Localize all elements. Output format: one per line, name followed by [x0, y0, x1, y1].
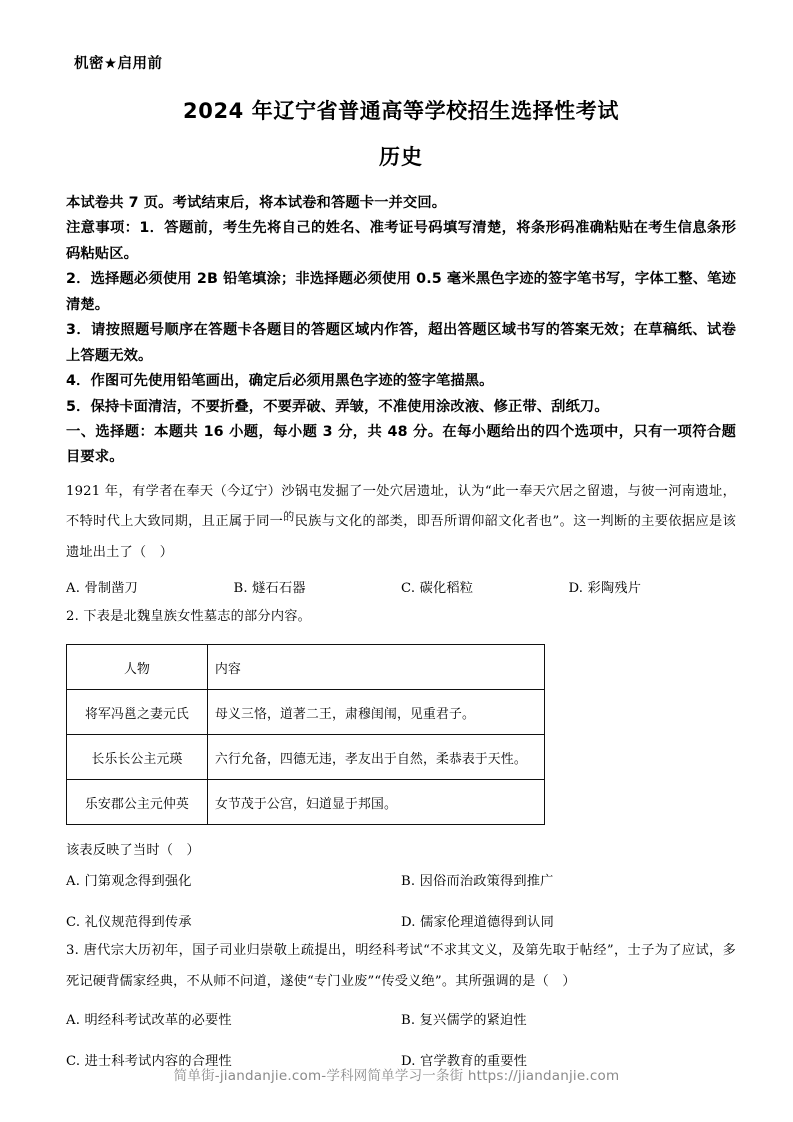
instruction-item-5: 5．保持卡面清洁，不要折叠，不要弄破、弄皱，不准使用涂改液、修正带、刮纸刀。 — [66, 398, 609, 415]
instruction-pages: 本试卷共 7 页。考试结束后，将本试卷和答题卡一并交回。 — [66, 195, 447, 211]
question-1-option-b[interactable]: B. 燧石石器 — [233, 580, 306, 596]
question-2-prompt: 该表反映了当时（ ） — [66, 843, 200, 859]
subject-title: 历史 — [379, 145, 423, 169]
question-3-number: 3. — [66, 943, 79, 959]
section-heading-multiple-choice: 一、选择题：本题共 16 小题，每小题 3 分，共 48 分。在每小题给出的四个选项中，只有一项符合题目要求。 — [66, 423, 736, 466]
question-2-options — [66, 870, 736, 930]
table-cell-content: 女节茂于公宫，妇道显于邦国。 — [208, 780, 545, 825]
table-cell-person: 乐安郡公主元仲英 — [67, 780, 208, 825]
table-row — [67, 780, 545, 825]
question-1-stem-part1: 1921 年，有学者在奉天（今辽宁）沙锅屯发掘了一处穴居遗址，认为“此一奉天穴居之留遗，与彼一河南遗址，不特时代上大致同期，且正属于同一 — [66, 483, 736, 530]
paper-content — [66, 52, 736, 1069]
question-3-stem — [66, 936, 736, 997]
question-1-option-c[interactable]: C. 碳化稻粒 — [401, 580, 474, 596]
table-cell-content: 六行允备，四德无违，孝友出于自然，柔恭表于天性。 — [208, 735, 545, 780]
question-2-option-a[interactable]: A. 门第观念得到强化 — [66, 874, 192, 890]
question-1-stem-superscript: 的 — [283, 510, 295, 524]
question-1-options — [66, 577, 736, 596]
question-3-stem-text: 唐代宗大历初年，国子司业归崇敬上疏提出，明经科考试“不求其文义，及第先取于帖经”，士子为了应试，多死记硬背儒家经典，不从师不问道，遂使“专门业废”“传受义绝”。其所强调的是（ ） — [66, 943, 736, 989]
question-3-options-row-1 — [66, 1009, 736, 1028]
question-1-stem-part2: 民族与文化的部类，即吾所谓仰韶文化者也”。这一判断的主要依据应是该遗址出土了（ ） — [66, 514, 736, 560]
table-cell-person: 将军冯邕之妻元氏 — [67, 690, 208, 735]
question-1-option-d[interactable]: D. 彩陶残片 — [568, 580, 642, 596]
question-2-option-c[interactable]: C. 礼仪规范得到传承 — [66, 915, 192, 931]
instruction-item-2: 2．选择题必须使用 2B 铅笔填涂；非选择题必须使用 0.5 毫米黑色字迹的签字笔书写，字体工整、笔迹清楚。 — [66, 271, 736, 313]
question-2-stem — [66, 602, 736, 632]
instruction-item-4: 4．作图可先使用铅笔画出，确定后必须用黑色字迹的签字笔描黑。 — [66, 373, 494, 390]
question-3-option-b[interactable]: B. 复兴儒学的紧迫性 — [401, 1012, 527, 1028]
question-3-option-a[interactable]: A. 明经科考试改革的必要性 — [66, 1012, 232, 1028]
table-row — [67, 690, 545, 735]
question-3-options — [66, 1009, 736, 1069]
question-2-stem-text: 下表是北魏皇族女性墓志的部分内容。 — [83, 608, 311, 624]
question-2-options-row-2 — [66, 911, 736, 930]
question-2-number: 2. — [66, 608, 79, 624]
question-2-table — [66, 644, 545, 825]
question-2-options-row-1 — [66, 870, 736, 889]
table-cell-content: 母义三恪，道著二王，肃穆闺闱，见重君子。 — [208, 690, 545, 735]
question-3-option-d[interactable]: D. 官学教育的重要性 — [401, 1053, 528, 1069]
exam-instructions — [66, 191, 736, 471]
footer-watermark: 简单街-jiandanjie.com-学科网简单学习一条街 https://jiandanjie.com — [173, 1068, 620, 1084]
table-header-row — [67, 645, 545, 690]
table-row — [67, 735, 545, 780]
question-2-option-b[interactable]: B. 因俗而治政策得到推广 — [401, 874, 554, 890]
question-1-stem — [66, 477, 736, 568]
table-cell-person: 长乐长公主元瑛 — [67, 735, 208, 780]
page-title: 2024 年辽宁省普通高等学校招生选择性考试 — [183, 99, 619, 123]
table-header-person: 人物 — [67, 645, 208, 690]
question-3-option-c[interactable]: C. 进士科考试内容的合理性 — [66, 1053, 232, 1069]
confidential-label: 机密★启用前 — [74, 56, 163, 72]
question-2-option-d[interactable]: D. 儒家伦理道德得到认同 — [401, 915, 554, 931]
instruction-item-1: 注意事项：1．答题前，考生先将自己的姓名、准考证号码填写清楚，将条形码准确粘贴在考生信息条形码粘贴区。 — [66, 220, 736, 262]
instruction-item-3: 3．请按照题号顺序在答题卡各题目的答题区域内作答，超出答题区域书写的答案无效；在草稿纸、试卷上答题无效。 — [66, 322, 736, 364]
question-1-option-a[interactable]: A. 骨制凿刀 — [66, 580, 139, 596]
table-header-content: 内容 — [208, 645, 545, 690]
